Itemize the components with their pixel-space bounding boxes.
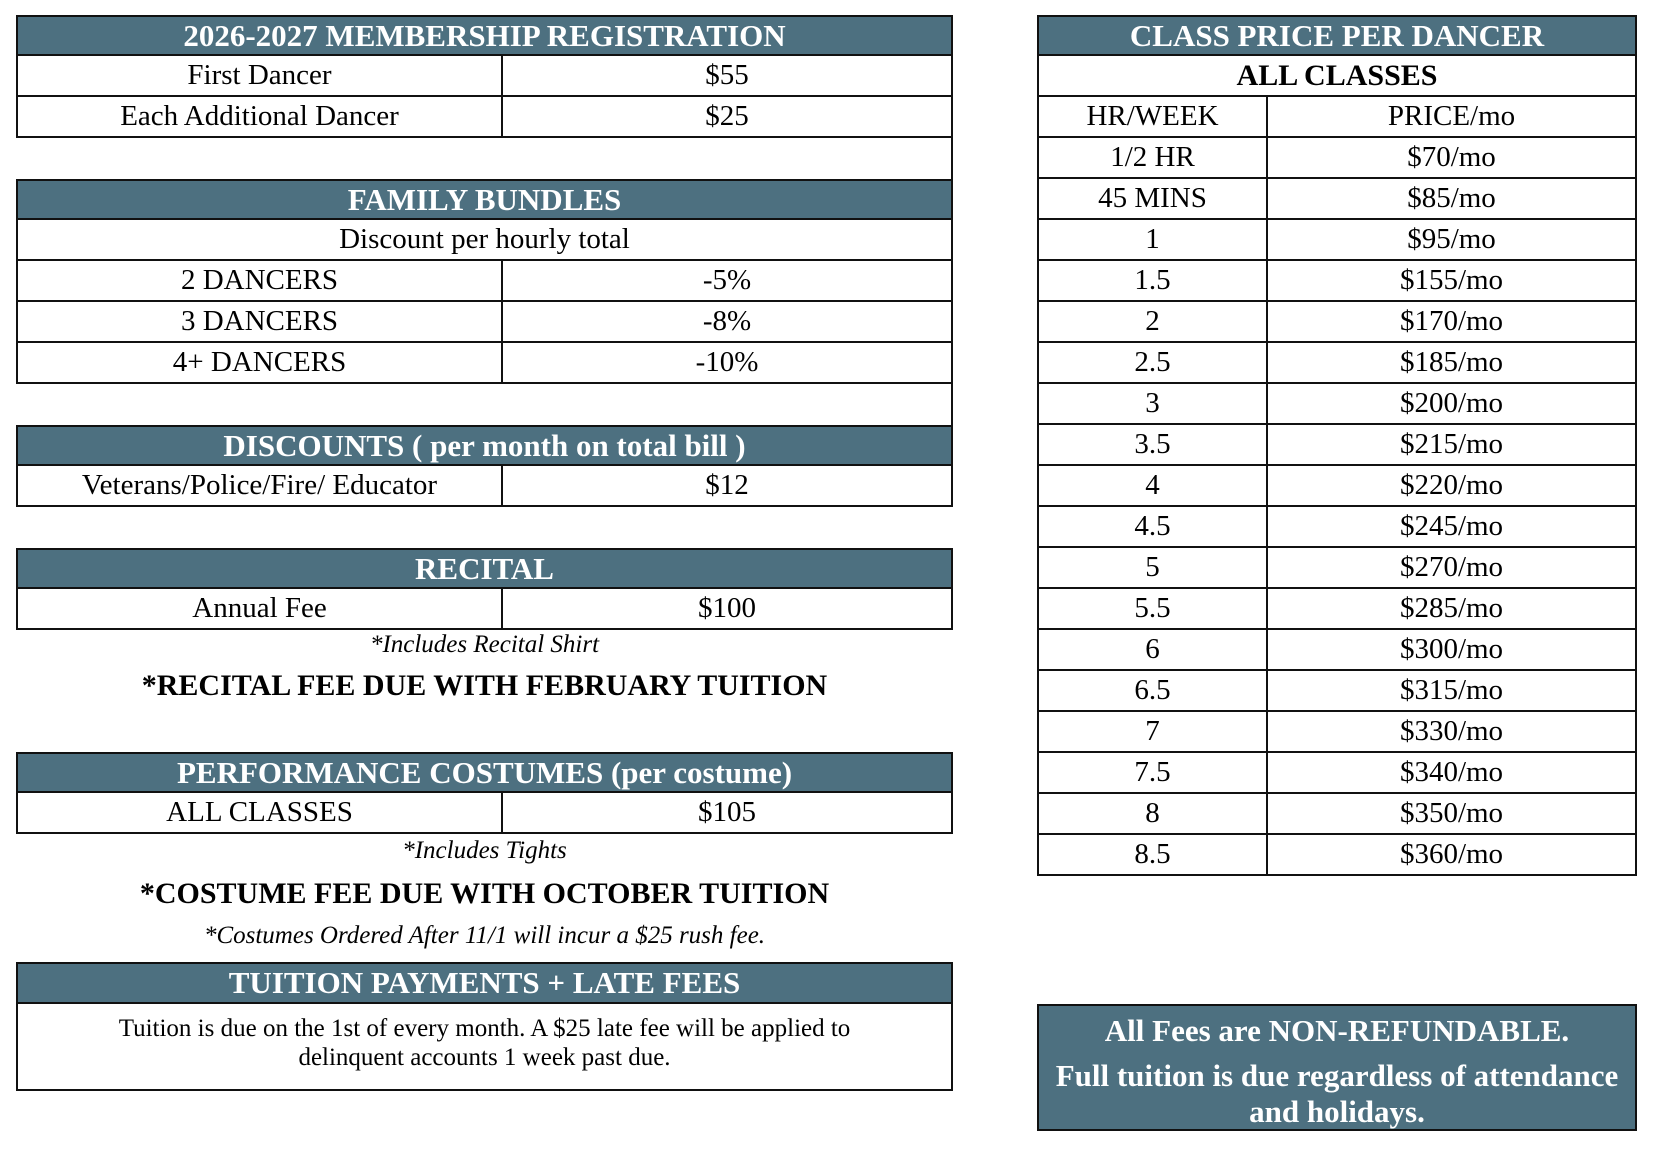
price-row-price: $360/mo (1399, 838, 1504, 870)
price-row-price: $340/mo (1399, 756, 1504, 788)
spacer (16, 138, 953, 179)
class-price-subtitle: ALL CLASSES (1236, 58, 1438, 92)
price-row (1037, 753, 1637, 794)
tuition-line-2: delinquent accounts 1 week past due. (298, 1044, 671, 1071)
membership-header (16, 15, 953, 56)
price-row-hours: 1/2 HR (1039, 138, 1268, 177)
tuition-line-1: Tuition is due on the 1st of every month. A $25 late fee will be applied to (118, 1015, 851, 1042)
price-row (1037, 425, 1637, 466)
membership-title: 2026-2027 MEMBERSHIP REGISTRATION (183, 17, 786, 53)
price-row (1037, 835, 1637, 876)
price-row-hours: 6 (1039, 630, 1268, 669)
price-row-hours: 5 (1039, 548, 1268, 587)
price-row-price: $330/mo (1399, 715, 1504, 747)
family-bundles-row (16, 302, 953, 343)
price-row-price: $185/mo (1399, 346, 1504, 378)
tuition-title: TUITION PAYMENTS + LATE FEES (228, 965, 741, 1000)
price-row (1037, 343, 1637, 384)
price-row-hours: 7 (1039, 712, 1268, 751)
membership-value: $55 (705, 59, 749, 91)
membership-label: First Dancer (18, 56, 503, 95)
family-bundles-title: FAMILY BUNDLES (347, 181, 622, 217)
price-row (1037, 589, 1637, 630)
costume-label: ALL CLASSES (18, 793, 503, 832)
price-row-price: $315/mo (1399, 674, 1504, 706)
price-row-price: $245/mo (1399, 510, 1504, 542)
costumes-header (16, 752, 953, 793)
price-row-price: $170/mo (1399, 305, 1504, 337)
costumes-rush-note: *Costumes Ordered After 11/1 will incur a $25 rush fee. (203, 922, 766, 949)
bundle-label: 2 DANCERS (18, 261, 503, 300)
price-row-hours: 2.5 (1039, 343, 1268, 382)
class-price-title: CLASS PRICE PER DANCER (1129, 17, 1545, 53)
recital-note: *Includes Recital Shirt (369, 631, 600, 658)
price-row-hours: 3.5 (1039, 425, 1268, 464)
price-row-hours: 45 MINS (1039, 179, 1268, 218)
membership-value: $25 (705, 100, 749, 132)
price-row (1037, 179, 1637, 220)
price-row-hours: 7.5 (1039, 753, 1268, 792)
price-row-hours: 1 (1039, 220, 1268, 259)
price-row (1037, 138, 1637, 179)
discounts-header (16, 425, 953, 466)
recital-row (16, 589, 953, 630)
discounts-row (16, 466, 953, 507)
membership-row (16, 56, 953, 97)
family-bundles-row (16, 343, 953, 384)
price-row-hours: 2 (1039, 302, 1268, 341)
costumes-title: PERFORMANCE COSTUMES (per costume) (176, 754, 793, 790)
price-row-hours: 8.5 (1039, 835, 1268, 874)
price-row-price: $70/mo (1407, 141, 1496, 173)
class-price-subtitle-row (1037, 56, 1637, 97)
costumes-note: *Includes Tights (402, 837, 567, 864)
tuition-header (16, 962, 953, 1004)
class-price-header (1037, 15, 1637, 56)
price-row (1037, 712, 1637, 753)
bundle-label: 3 DANCERS (18, 302, 503, 341)
recital-value: $100 (698, 592, 756, 624)
spacer (16, 384, 953, 425)
price-row-price: $270/mo (1399, 551, 1504, 583)
tuition-body (16, 1004, 953, 1091)
discounts-title: DISCOUNTS ( per month on total bill ) (223, 427, 746, 463)
price-row (1037, 794, 1637, 835)
bundle-value: -5% (702, 264, 752, 296)
price-row (1037, 384, 1637, 425)
price-row-hours: 5.5 (1039, 589, 1268, 628)
costumes-row (16, 793, 953, 834)
recital-label: Annual Fee (18, 589, 503, 628)
refund-policy-box (1037, 1004, 1637, 1131)
price-row (1037, 548, 1637, 589)
price-row (1037, 630, 1637, 671)
recital-title: RECITAL (415, 550, 554, 586)
discount-label: Veterans/Police/Fire/ Educator (18, 466, 503, 505)
price-row-price: $300/mo (1399, 633, 1504, 665)
family-bundles-subtitle-row (16, 220, 953, 261)
price-row-hours: 4 (1039, 466, 1268, 505)
price-row-hours: 4.5 (1039, 507, 1268, 546)
bundle-label: 4+ DANCERS (18, 343, 503, 382)
family-bundles-header (16, 179, 953, 220)
policy-line-1: All Fees are NON-REFUNDABLE. (1104, 1013, 1570, 1048)
recital-header (16, 548, 953, 589)
discount-value: $12 (705, 469, 749, 501)
price-row (1037, 302, 1637, 343)
costume-value: $105 (698, 796, 756, 828)
price-row-hours: 3 (1039, 384, 1268, 423)
membership-label: Each Additional Dancer (18, 97, 503, 136)
recital-due-note: *RECITAL FEE DUE WITH FEBRUARY TUITION (141, 669, 828, 702)
price-row-price: $95/mo (1407, 223, 1496, 255)
membership-row (16, 97, 953, 138)
class-price-table (1037, 15, 1637, 885)
family-bundles-row (16, 261, 953, 302)
column-header-hours: HR/WEEK (1039, 97, 1268, 136)
price-row-price: $200/mo (1399, 387, 1504, 419)
price-row-price: $350/mo (1399, 797, 1504, 829)
class-price-column-headers (1037, 97, 1637, 138)
column-header-price: PRICE/mo (1387, 100, 1516, 132)
price-row (1037, 507, 1637, 548)
price-row-hours: 8 (1039, 794, 1268, 833)
price-row-hours: 6.5 (1039, 671, 1268, 710)
price-row-price: $285/mo (1399, 592, 1504, 624)
price-row (1037, 466, 1637, 507)
costumes-due-note: *COSTUME FEE DUE WITH OCTOBER TUITION (139, 877, 830, 910)
price-row (1037, 671, 1637, 712)
left-column (16, 15, 953, 1095)
price-row-price: $155/mo (1399, 264, 1504, 296)
price-row-price: $220/mo (1399, 469, 1504, 501)
price-row-price: $215/mo (1399, 428, 1504, 460)
policy-line-2: Full tuition is due regardless of attendance and holidays. (1055, 1058, 1619, 1129)
bundle-value: -8% (702, 305, 752, 337)
price-row-price: $85/mo (1407, 182, 1496, 214)
price-row (1037, 220, 1637, 261)
family-bundles-subtitle: Discount per hourly total (339, 223, 630, 255)
price-row-hours: 1.5 (1039, 261, 1268, 300)
bundle-value: -10% (695, 346, 759, 378)
price-row (1037, 261, 1637, 302)
